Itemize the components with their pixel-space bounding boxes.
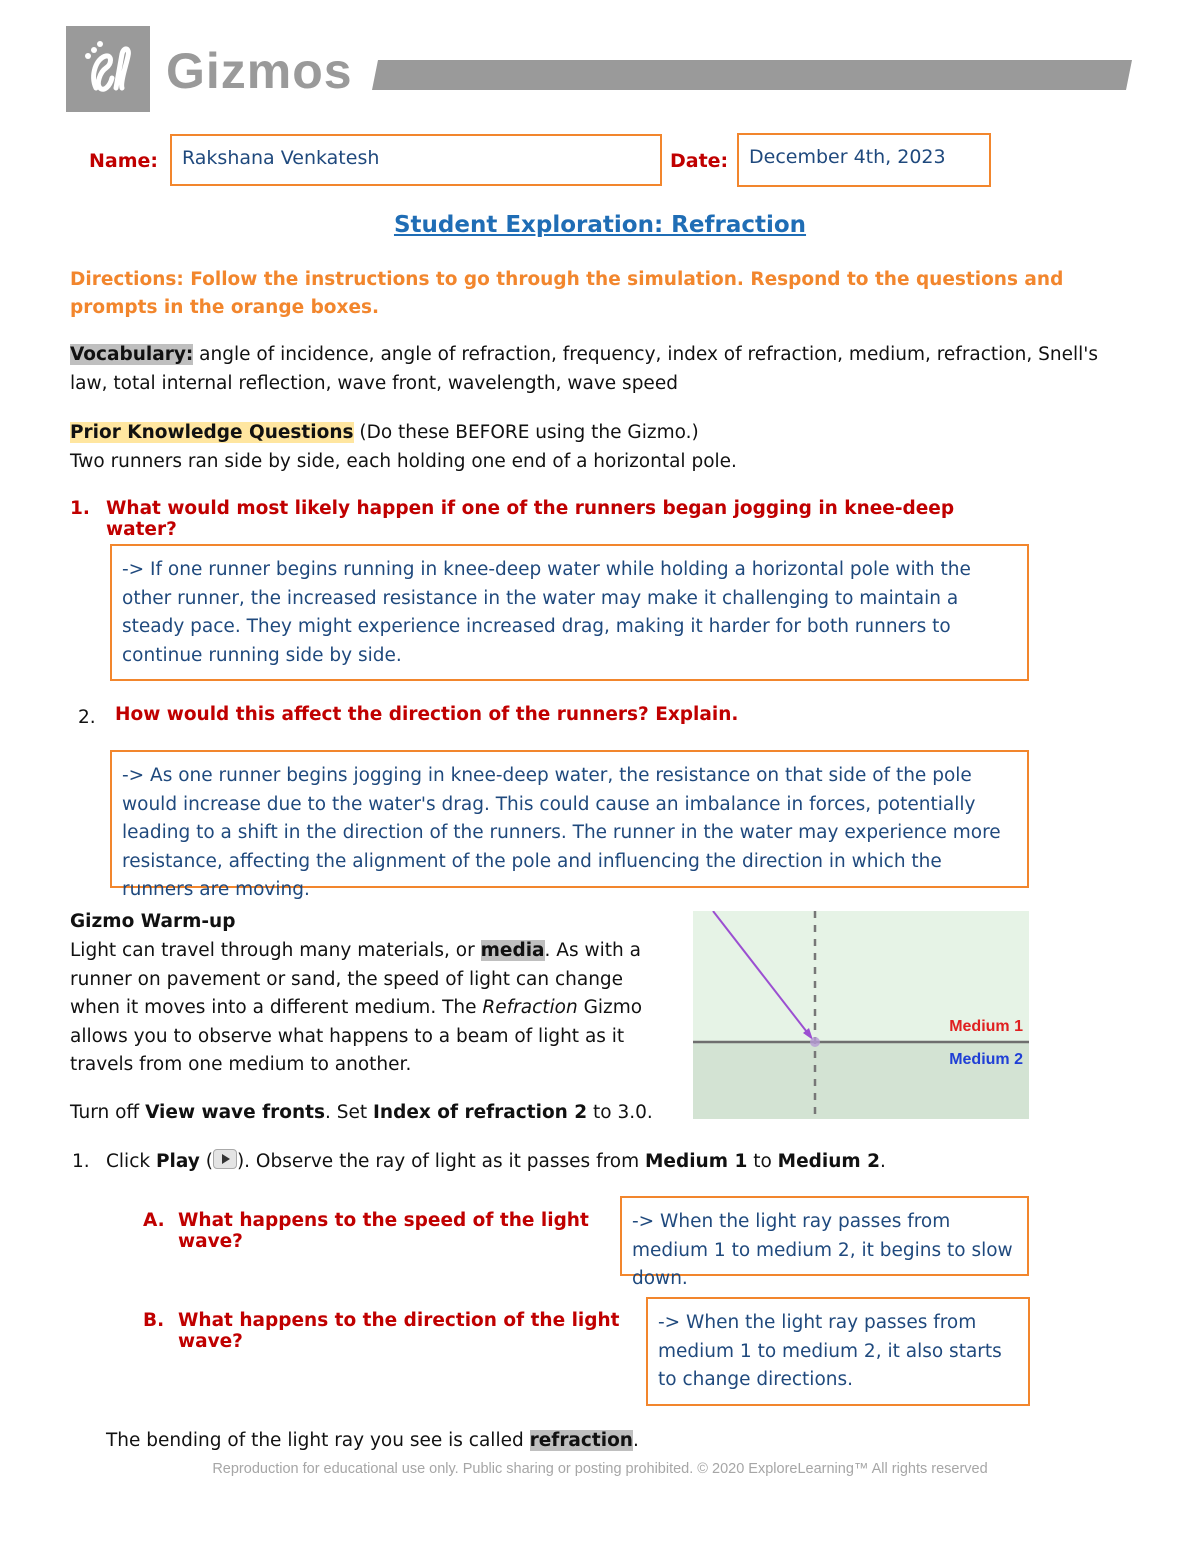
answer-a-box[interactable]: -> When the light ray passes from medium 1 to medium 2, it begins to slow down. bbox=[620, 1196, 1029, 1276]
prior-knowledge-label: Prior Knowledge Questions bbox=[70, 422, 354, 443]
page-title: Student Exploration: Refraction bbox=[393, 212, 807, 238]
question-1-number: 1. bbox=[70, 498, 90, 519]
media-term: media bbox=[480, 940, 545, 961]
question-2-number: 2. bbox=[78, 707, 96, 728]
question-a-text: What happens to the speed of the light wave? bbox=[178, 1210, 589, 1252]
date-field[interactable]: December 4th, 2023 bbox=[737, 133, 991, 187]
name-label: Name: bbox=[89, 150, 159, 172]
view-wave-fronts-term: View wave fronts bbox=[145, 1102, 326, 1123]
question-b-letter: B. bbox=[143, 1310, 165, 1331]
explorelearning-logo-icon bbox=[66, 26, 150, 112]
name-field[interactable]: Rakshana Venkatesh bbox=[170, 134, 662, 186]
vocabulary-paragraph bbox=[70, 341, 1135, 398]
incidence-point bbox=[810, 1037, 820, 1047]
play-term: Play bbox=[155, 1151, 200, 1172]
refraction-term: refraction bbox=[529, 1430, 633, 1451]
step-1-instruction: Click Play ( ). Observe the ray of light as it passes from Medium 1 to Medium 2. bbox=[106, 1151, 886, 1172]
refraction-figure bbox=[693, 911, 1029, 1119]
prior-knowledge-note: (Do these BEFORE using the Gizmo.) bbox=[353, 422, 699, 443]
header-decorative-bar bbox=[372, 60, 1132, 90]
prior-knowledge-intro: Two runners ran side by side, each holding one end of a horizontal pole. bbox=[70, 451, 737, 472]
brand-logo bbox=[66, 26, 150, 112]
question-a-letter: A. bbox=[143, 1210, 165, 1231]
question-1-text: What would most likely happen if one of the runners began jogging in knee-deep water? bbox=[106, 498, 955, 540]
refraction-gizmo-name: Refraction bbox=[482, 997, 578, 1018]
question-b-text: What happens to the direction of the light wave? bbox=[178, 1310, 620, 1352]
refraction-definition: The bending of the light ray you see is called refraction. bbox=[106, 1430, 639, 1451]
step-1-number: 1. bbox=[72, 1151, 90, 1172]
date-label: Date: bbox=[670, 150, 729, 172]
warmup-paragraph: Light can travel through many materials, or media. As with a runner on pavement or sand, the speed of light can change when it moves into a different medium. The Refraction Gizmo allows you to observe what happens to a beam of light as it travels from one medium to another. bbox=[70, 940, 643, 1075]
answer-1-box[interactable]: -> If one runner begins running in knee-deep water while holding a horizontal pole with the other runner, the increased resistance in the water may make it challenging to maintain a steady pace. They might experience increased drag, making it harder for both runners to continue running side by side. bbox=[110, 544, 1029, 681]
vocabulary-label: Vocabulary: bbox=[70, 344, 194, 365]
medium-2-label: Medium 2 bbox=[949, 1051, 1023, 1068]
turn-off-instruction: Turn off View wave fronts. Set Index of refraction 2 to 3.0. bbox=[70, 1102, 653, 1123]
medium-1-label: Medium 1 bbox=[949, 1018, 1023, 1035]
play-icon bbox=[213, 1149, 237, 1169]
vocabulary-list: angle of incidence, angle of refraction, frequency, index of refraction, medium, refraction, Snell's law, total internal reflection, wave front, wavelength, wave speed bbox=[70, 344, 1098, 394]
prior-knowledge-heading bbox=[70, 419, 1135, 448]
question-2-text: How would this affect the direction of the runners? Explain. bbox=[115, 704, 739, 725]
brand-name: Gizmos bbox=[166, 43, 353, 99]
directions-text: Directions: Follow the instructions to go through the simulation. Respond to the questions and prompts in the orange boxes. bbox=[70, 269, 1064, 318]
answer-b-box[interactable]: -> When the light ray passes from medium 1 to medium 2, it also starts to change directions. bbox=[646, 1297, 1030, 1406]
index-of-refraction-term: Index of refraction 2 bbox=[373, 1102, 588, 1123]
warmup-heading: Gizmo Warm-up bbox=[70, 911, 236, 932]
answer-2-box[interactable]: -> As one runner begins jogging in knee-deep water, the resistance on that side of the pole would increase due to the water's drag. This could cause an imbalance in forces, potentially leading to a shift in the direction of the runners. The runner in the water may experience more resistance, affecting the alignment of the pole and influencing the direction in which the runners are moving. bbox=[110, 750, 1029, 888]
copyright-footer: Reproduction for educational use only. Public sharing or posting prohibited. © 2020 ExploreLearning™ All rights reserved bbox=[212, 1461, 988, 1477]
